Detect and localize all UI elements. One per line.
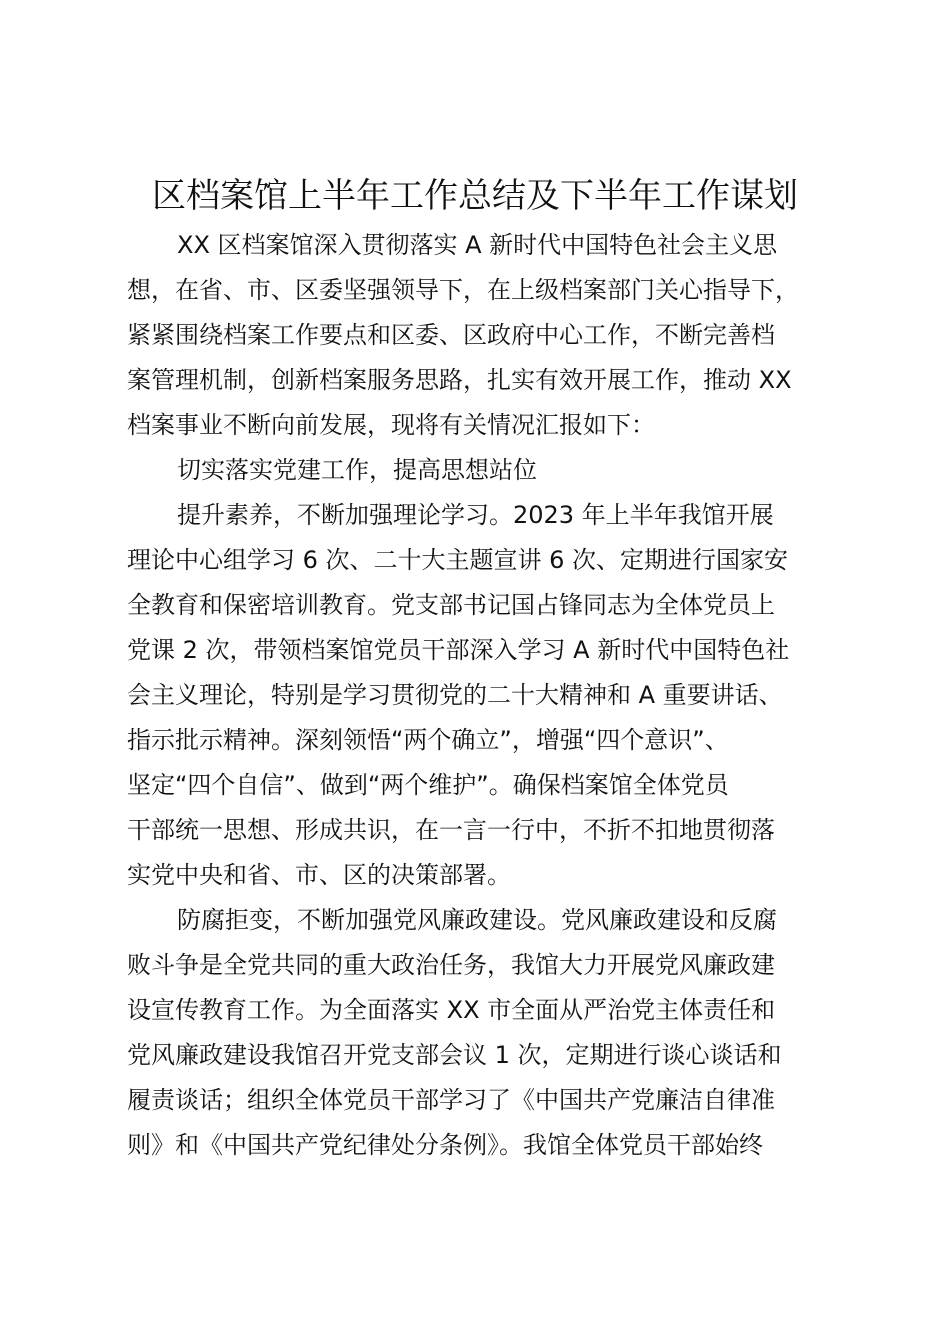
document-title: 区档案馆上半年工作总结及下半年工作谋划 — [152, 176, 798, 216]
paragraph-line: 紧紧围绕档案工作要点和区委、区政府中心工作，不断完善档 — [127, 321, 775, 349]
paragraph-line: 提升素养，不断加强理论学习。2023 年上半年我馆开展 — [177, 501, 774, 529]
paragraph-line: 党风廉政建设我馆召开党支部会议 1 次，定期进行谈心谈话和 — [127, 1041, 782, 1069]
paragraph-line: 则》和《中国共产党纪律处分条例》。我馆全体党员干部始终 — [127, 1131, 763, 1159]
paragraph-line: 履责谈话；组织全体党员干部学习了《中国共产党廉洁自律准 — [127, 1086, 775, 1114]
paragraph-line: 全教育和保密培训教育。党支部书记国占锋同志为全体党员上 — [127, 591, 775, 619]
paragraph-line: 指示批示精神。深刻领悟“两个确立”，增强“四个意识”、 — [127, 726, 729, 754]
section-heading: 切实落实党建工作，提高思想站位 — [177, 456, 537, 484]
paragraph-line: 想，在省、市、区委坚强领导下，在上级档案部门关心指导下， — [127, 276, 799, 304]
paragraph-line: 理论中心组学习 6 次、二十大主题宣讲 6 次、定期进行国家安 — [127, 546, 789, 574]
paragraph-line: XX 区档案馆深入贯彻落实 A 新时代中国特色社会主义思 — [177, 231, 778, 259]
paragraph-line: 败斗争是全党共同的重大政治任务，我馆大力开展党风廉政建 — [127, 951, 775, 979]
paragraph-line: 实党中央和省、市、区的决策部署。 — [127, 861, 511, 889]
paragraph-line: 案管理机制，创新档案服务思路，扎实有效开展工作，推动 XX — [127, 366, 792, 394]
paragraph-line: 干部统一思想、形成共识，在一言一行中，不折不扣地贯彻落 — [127, 816, 775, 844]
paragraph-line: 防腐拒变，不断加强党风廉政建设。党风廉政建设和反腐 — [177, 906, 777, 934]
paragraph-line: 党课 2 次，带领档案馆党员干部深入学习 A 新时代中国特色社 — [127, 636, 790, 664]
paragraph-line: 坚定“四个自信”、做到“两个维护”。确保档案馆全体党员 — [127, 771, 729, 799]
paragraph-line: 档案事业不断向前发展，现将有关情况汇报如下： — [127, 411, 655, 439]
paragraph-line: 设宣传教育工作。为全面落实 XX 市全面从严治党主体责任和 — [127, 996, 776, 1024]
paragraph-line: 会主义理论，特别是学习贯彻党的二十大精神和 A 重要讲话、 — [127, 681, 783, 709]
